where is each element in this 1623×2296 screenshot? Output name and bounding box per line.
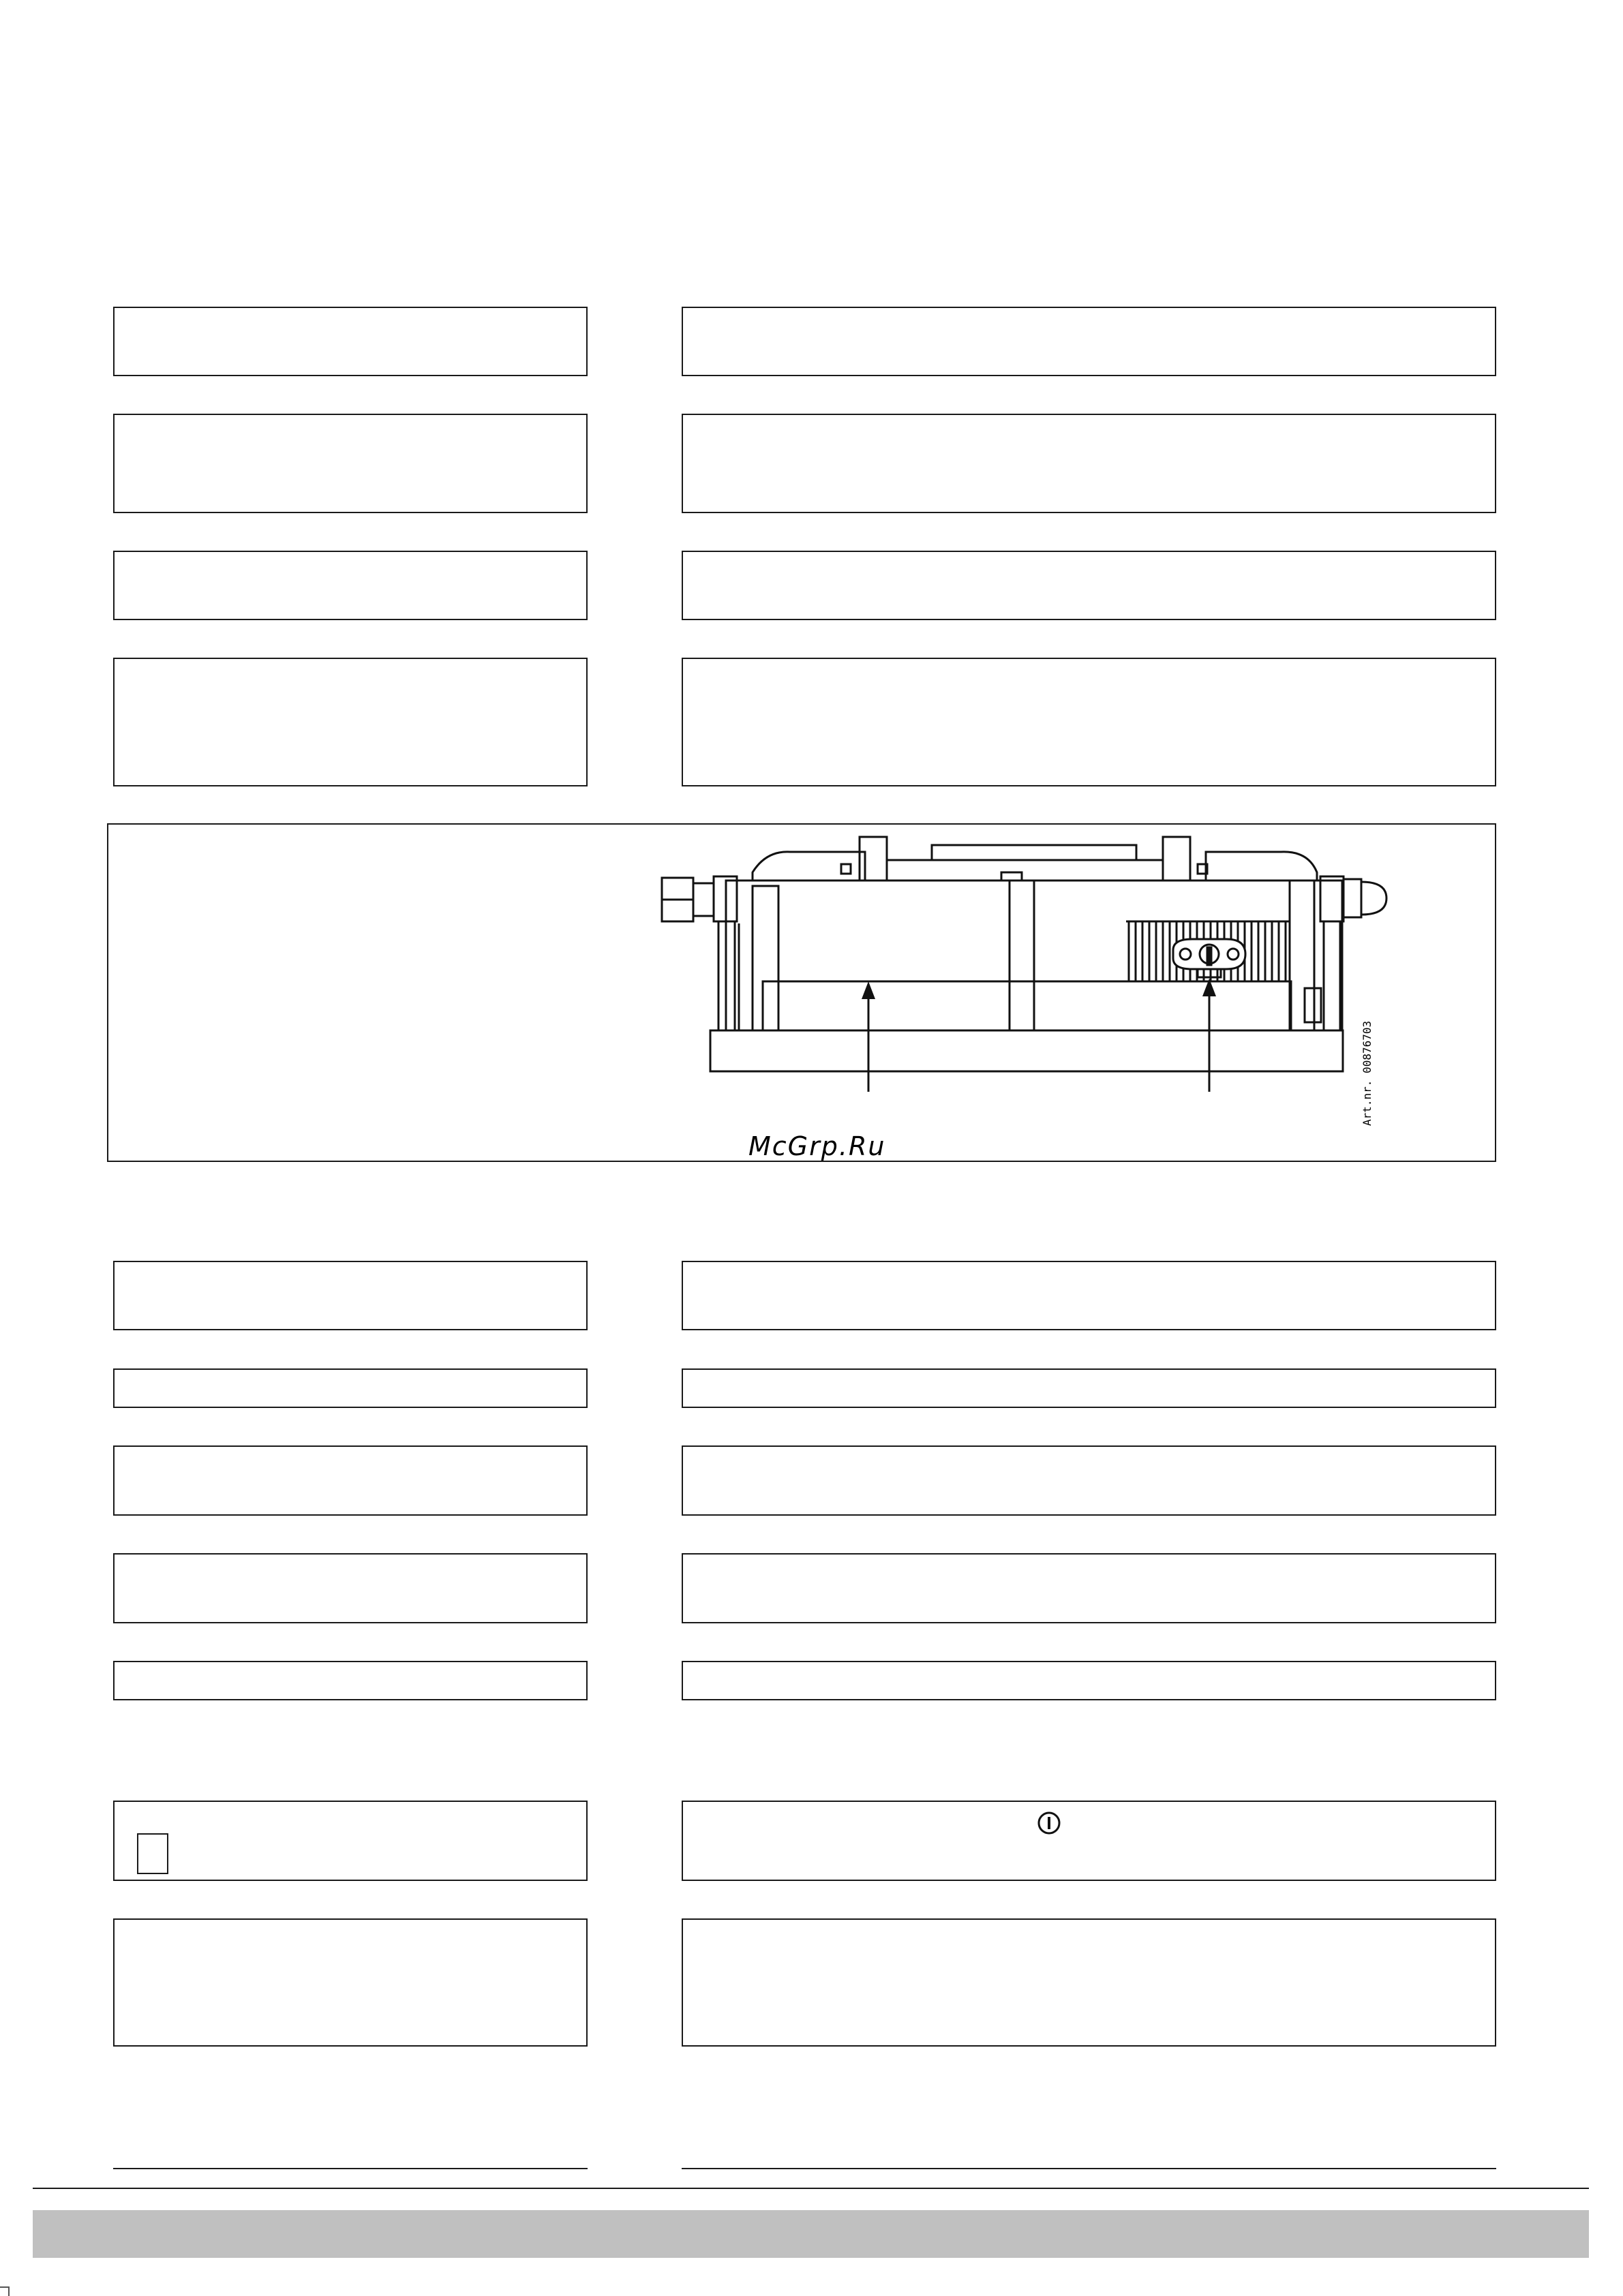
power-symbol-icon — [1037, 1811, 1061, 1835]
label-cell-10 — [113, 1801, 588, 1881]
checkbox-icon — [137, 1833, 168, 1874]
label-cell-6 — [113, 1368, 588, 1408]
description-cell-8 — [682, 1553, 1496, 1623]
figure-panel — [107, 823, 1496, 1162]
description-cell-10 — [682, 1801, 1496, 1881]
label-cell-4 — [113, 658, 588, 786]
description-cell-7 — [682, 1445, 1496, 1516]
label-cell-3 — [113, 551, 588, 620]
description-cell-5 — [682, 1261, 1496, 1330]
label-cell-5 — [113, 1261, 588, 1330]
description-cell-4 — [682, 658, 1496, 786]
description-cell-1 — [682, 307, 1496, 376]
device-drawing — [108, 825, 1498, 1163]
figure-code: Art.nr. 00876703 — [1361, 1020, 1374, 1126]
footer-bar — [33, 2210, 1589, 2258]
label-cell-8 — [113, 1553, 588, 1623]
base-plate — [710, 1030, 1343, 1071]
footer-rule-right — [682, 2168, 1496, 2169]
label-cell-9 — [113, 1661, 588, 1700]
footer-rule-left — [113, 2168, 588, 2169]
label-cell-7 — [113, 1445, 588, 1516]
watermark-text: McGrp.Ru — [748, 1131, 886, 1161]
description-cell-11 — [682, 1918, 1496, 2047]
label-cell-2 — [113, 414, 588, 513]
corner-mark — [0, 2286, 10, 2296]
label-cell-1 — [113, 307, 588, 376]
arrow-tray — [862, 981, 875, 999]
description-cell-3 — [682, 551, 1496, 620]
label-cell-11 — [113, 1918, 588, 2047]
description-cell-2 — [682, 414, 1496, 513]
footer-divider — [33, 2188, 1589, 2189]
description-cell-6 — [682, 1368, 1496, 1408]
description-cell-9 — [682, 1661, 1496, 1700]
